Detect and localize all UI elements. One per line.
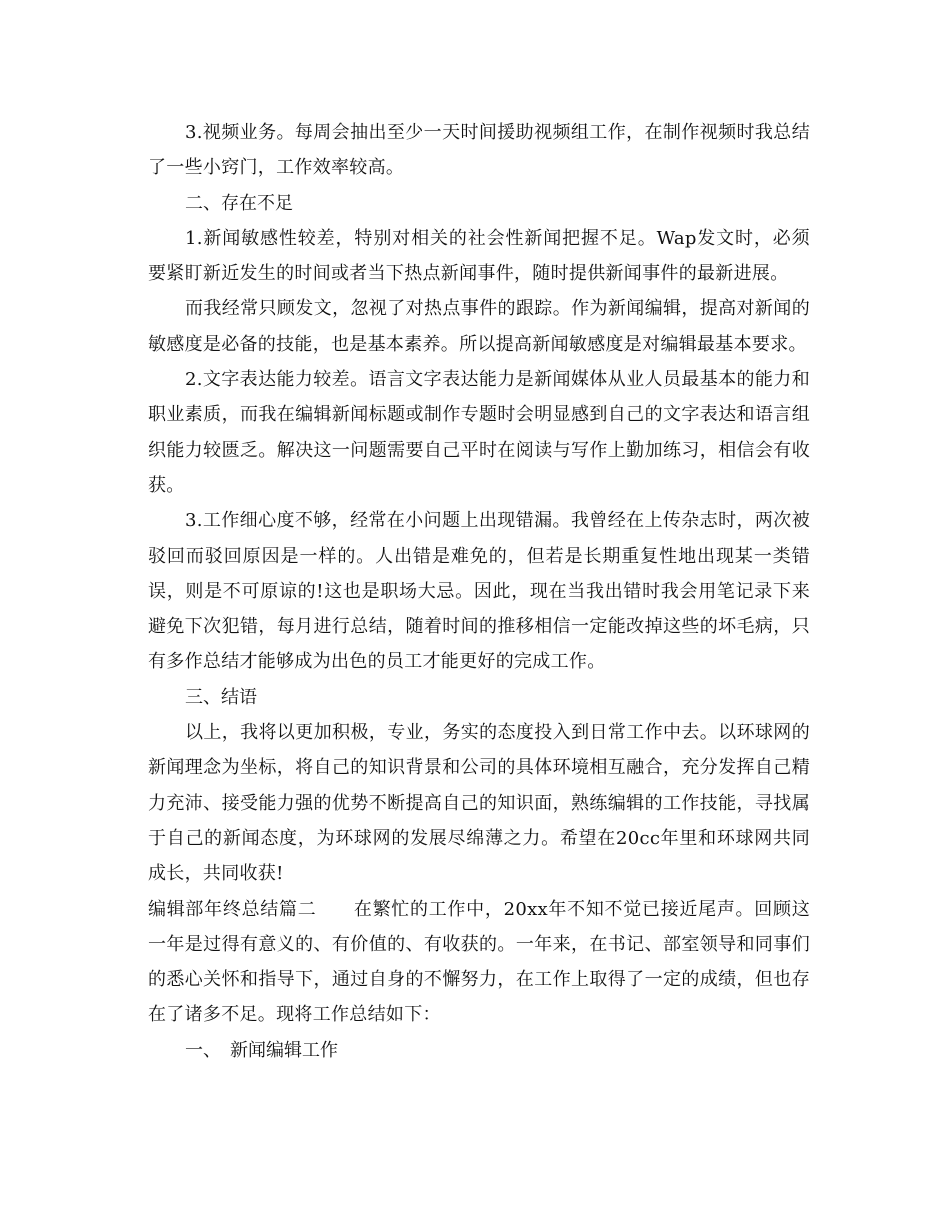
section-heading-news-editing: 一、 新闻编辑工作 <box>185 1039 338 1061</box>
paragraph-writing-ability: 2.文字表达能力较差。语言文字表达能力是新闻媒体从业人员最基本的能力和职业素质，而我在编辑新闻标题或制作专题时会明显感到自己的文字表达和语言组织能力较匮乏。解决这一问题需要自己平时在阅读与写作上勤加练习，相信会有收获。 <box>148 369 810 496</box>
paragraph-conclusion: 以上，我将以更加积极，专业，务实的态度投入到日常工作中去。以环球网的新闻理念为坐标，将自己的知识背景和公司的具体环境相互融合，充分发挥自己精力充沛、接受能力强的优势不断提高自己的知识面，熟练编辑的工作技能，寻找属于自己的新闻态度，为环球网的发展尽绵薄之力。希望在20cc年里和环球网共同成长，共同收获! <box>148 722 810 885</box>
section-heading-shortcomings: 二、存在不足 <box>185 192 293 214</box>
paragraph-hotspot-tracking: 而我经常只顾发文，忽视了对热点事件的跟踪。作为新闻编辑，提高对新闻的敏感度是必备的技能，也是基本素养。所以提高新闻敏感度是对编辑最基本要求。 <box>148 298 810 355</box>
document-body <box>148 115 810 1068</box>
paragraph-news-sensitivity: 1.新闻敏感性较差，特别对相关的社会性新闻把握不足。Wap发文时，必须要紧盯新近发生的时间或者当下热点新闻事件，随时提供新闻事件的最新进展。 <box>148 227 810 285</box>
section-heading-conclusion: 三、结语 <box>185 686 257 708</box>
paragraph-video-business: 3.视频业务。每周会抽出至少一天时间援助视频组工作，在制作视频时我总结了一些小窍门，工作效率较高。 <box>148 122 810 179</box>
paragraph-carefulness: 3.工作细心度不够，经常在小问题上出现错漏。我曾经在上传杂志时，两次被驳回而驳回原因是一样的。人出错是难免的，但若是长期重复性地出现某一类错误，则是不可原谅的!这也是职场大忌。因此，现在当我出错时我会用笔记录下来避免下次犯错，每月进行总结，随着时间的推移相信一定能改掉这些的坏毛病，只有多作总结才能够成为出色的员工才能更好的完成工作。 <box>148 510 810 673</box>
paragraph-part-two-intro: 编辑部年终总结篇二 在繁忙的工作中，20xx年不知不觉已接近尾声。回顾这一年是过得有意义的、有价值的、有收获的。一年来，在书记、部室领导和同事们的悉心关怀和指导下，通过自身的不懈努力，在工作上取得了一定的成绩，但也存在了诸多不足。现将工作总结如下： <box>148 898 810 1026</box>
